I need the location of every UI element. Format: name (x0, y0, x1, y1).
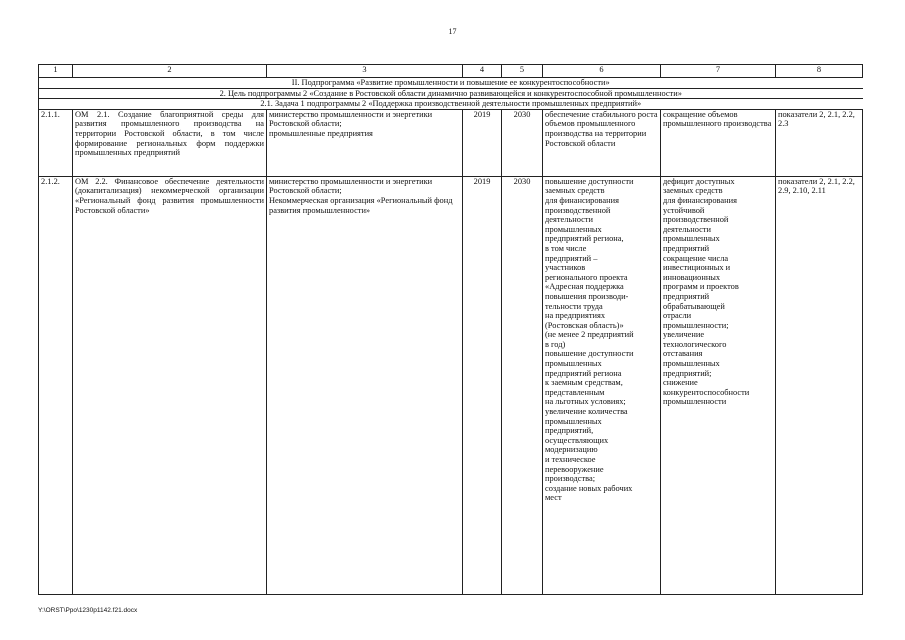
result-cell: обеспечение стабильного роста объемов промышленного производства на территории Ростовской области (543, 109, 661, 176)
result-cell: повышение доступности заемных средств для финансирования производственной деятельности промышленных предприятий региона, в том числе предприятий – участников регионального проекта «Адресная поддержка повышения производи- тельности труда на предприятиях (Ростовская область)» (не менее 2 предприятий в год) повышение доступности промышленных предприятий региона к заемным средствам, представленным на льготных условиях; увеличение количества промышленных предприятий, осуществляющих модернизацию и техническое перевооружение производства; создание новых рабочих мест (543, 176, 661, 594)
start-year-cell: 2019 (463, 109, 502, 176)
subprogram-row (39, 78, 863, 89)
goal-row (39, 88, 863, 99)
end-year-cell: 2030 (502, 176, 543, 594)
column-number-row (39, 65, 863, 78)
consequences-cell: сокращение объемов промышленного производства (661, 109, 776, 176)
task-title: 2.1. Задача 1 подпрограммы 2 «Поддержка производственной деятельности промышленных предприятий» (39, 99, 863, 110)
file-path-footer: Y:\ORST\Ppo\1230p1142.f21.docx (38, 607, 138, 614)
program-table (38, 64, 863, 595)
subprogram-title: II. Подпрограмма «Развитие промышленности и повышение ее конкурентоспособности» (39, 78, 863, 89)
column-number: 2 (73, 65, 267, 78)
column-number: 8 (776, 65, 863, 78)
task-row (39, 99, 863, 110)
table-row (39, 176, 863, 594)
goal-title: 2. Цель подпрограммы 2 «Создание в Ростовской области динамично развивающейся и конкурентоспособной промышленности» (39, 88, 863, 99)
column-number: 4 (463, 65, 502, 78)
column-number: 6 (543, 65, 661, 78)
executor-cell: министерство промышленности и энергетики Ростовской области; промышленные предприятия (267, 109, 463, 176)
column-number: 7 (661, 65, 776, 78)
end-year-cell: 2030 (502, 109, 543, 176)
column-number: 1 (39, 65, 73, 78)
measure-cell: ОМ 2.2. Финансовое обеспечение деятельности (докапитализация) некоммерческой организации «Региональный фонд развития промышленности Ростовской области» (73, 176, 267, 594)
indicators-cell: показатели 2, 2.1, 2.2, 2.3 (776, 109, 863, 176)
column-number: 5 (502, 65, 543, 78)
measure-cell: ОМ 2.1. Создание благоприятной среды для развития промышленного производства на территории Ростовской области, в том числе формирование региональных форм поддержки промышленных предприятий (73, 109, 267, 176)
executor-cell: министерство промышленности и энергетики Ростовской области; Некоммерческая организация «Региональный фонд развития промышленности» (267, 176, 463, 594)
table-row (39, 109, 863, 176)
start-year-cell: 2019 (463, 176, 502, 594)
indicators-cell: показатели 2, 2.1, 2.2, 2.9, 2.10, 2.11 (776, 176, 863, 594)
consequences-cell: дефицит доступных заемных средств для финансирования устойчивой производственной деятельности промышленных предприятий сокращение числа инвестиционных и инновационных программ и проектов предприятий обрабатывающей отрасли промышленности; увеличение технологического отставания промышленных предприятий; снижение конкурентоспособности промышленности (661, 176, 776, 594)
column-number: 3 (267, 65, 463, 78)
row-number: 2.1.1. (39, 109, 73, 176)
page-number: 17 (448, 27, 457, 36)
row-number: 2.1.2. (39, 176, 73, 594)
